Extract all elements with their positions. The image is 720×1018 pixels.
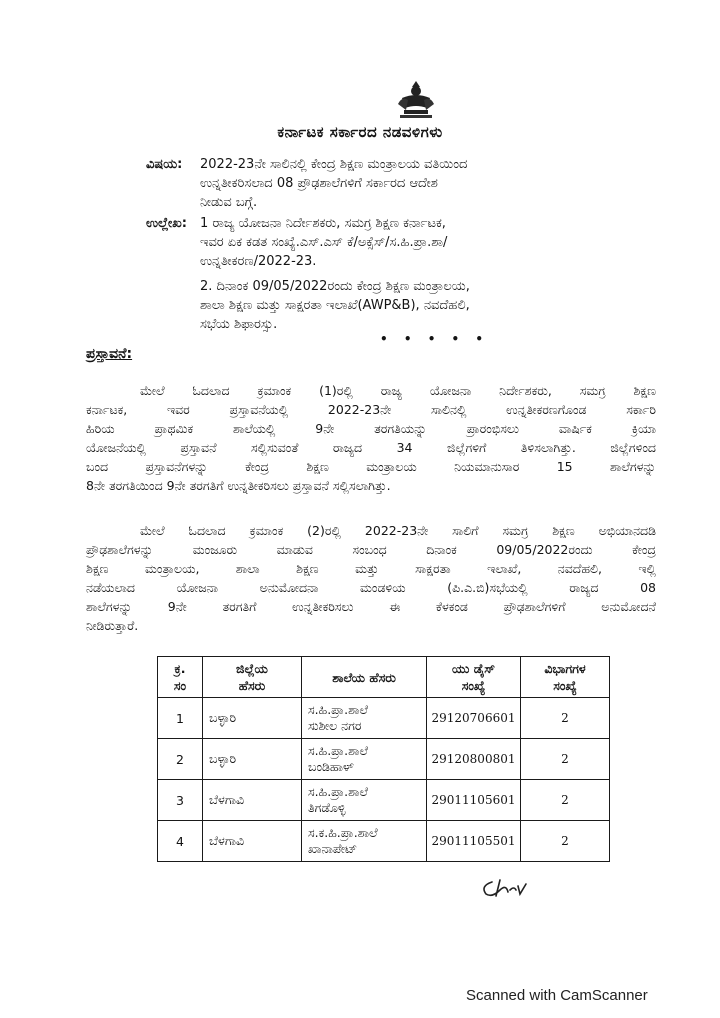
subject-row xyxy=(146,155,666,212)
cell-udise: 29011105501 xyxy=(427,821,521,862)
cell-school-name: ಸ.ಹಿ.ಪ್ರಾ.ಶಾಲೆ ತಿಗಡೊಳ್ಳಿ xyxy=(302,780,427,821)
reference-line: ಉನ್ನತೀಕರಣ/2022-23. xyxy=(200,254,317,269)
header-school-name: ಶಾಲೆಯ ಹೆಸರು xyxy=(302,657,427,698)
karnataka-emblem-icon xyxy=(392,78,440,120)
cell-sections: 2 xyxy=(521,739,610,780)
cell-sl-no: 1 xyxy=(158,698,203,739)
paragraph-line: ಪ್ರೌಢಶಾಲೆಗಳನ್ನು ಮಂಜೂರು ಮಾಡುವ ಸಂಬಂಧ ದಿನಾಂಕ 09/05/2022ರಂದು ಕೇಂದ್ರ xyxy=(86,542,656,557)
reference-row xyxy=(146,214,666,334)
reference-line: ಸಭೆಯ ಶಿಫಾರಸ್ಸು. xyxy=(200,317,278,332)
header-district: ಜಿಲ್ಲೆಯ ಹೆಸರು xyxy=(203,657,302,698)
reference-label: ಉಲ್ಲೇಖ: xyxy=(146,216,187,231)
reference-line: ಶಾಲಾ ಶಿಕ್ಷಣ ಮತ್ತು ಸಾಕ್ಷರತಾ ಇಲಾಖೆ(AWP&B), ನವದೆಹಲಿ, xyxy=(200,298,470,313)
paragraph-line: ಶಾಲೆಗಳನ್ನು 9ನೇ ತರಗತಿಗೆ ಉನ್ನತೀಕರಿಸಲು ಈ ಕೆಳಕಂಡ ಪ್ರೌಢಶಾಲೆಗಳಿಗೆ ಅನುಮೋದನೆ xyxy=(86,599,656,614)
subject-text xyxy=(200,155,666,212)
table-header-row xyxy=(158,657,610,698)
separator-dots: • • • • • xyxy=(380,332,490,346)
paragraph-line: ನೀಡಿರುತ್ತಾರೆ. xyxy=(86,618,139,633)
cell-sections: 2 xyxy=(521,698,610,739)
preamble-title: ಪ್ರಸ್ತಾವನೆ: xyxy=(86,346,133,362)
cell-udise: 29011105601 xyxy=(427,780,521,821)
header-udise: ಯು ಡೈಸ್ ಸಂಖ್ಯೆ xyxy=(427,657,521,698)
paragraph-2 xyxy=(86,521,656,635)
cell-school-name: ಸ.ಹಿ.ಪ್ರಾ.ಶಾಲೆ ಸುಶೀಲ ನಗರ xyxy=(302,698,427,739)
cell-sections: 2 xyxy=(521,821,610,862)
camscanner-watermark: Scanned with CamScanner xyxy=(466,987,648,1004)
paragraph-1 xyxy=(86,381,656,495)
paragraph-line: ಕರ್ನಾಟಕ, ಇವರ ಪ್ರಸ್ತಾವನೆಯಲ್ಲಿ 2022-23ನೇ ಸಾಲಿನಲ್ಲಿ ಉನ್ನತೀಕರಣಗೊಂಡ ಸರ್ಕಾರಿ xyxy=(86,402,656,417)
reference-text xyxy=(200,214,666,334)
header-sl-no: ಕ್ರ. ಸಂ xyxy=(158,657,203,698)
paragraph-line: ಮೇಲೆ ಓದಲಾದ ಕ್ರಮಾಂಕ (1)ರಲ್ಲಿ ರಾಜ್ಯ ಯೋಜನಾ ನಿರ್ದೇಶಕರು, ಸಮಗ್ರ ಶಿಕ್ಷಣ xyxy=(140,383,656,398)
reference-line: 2. ದಿನಾಂಕ 09/05/2022ರಂದು ಕೇಂದ್ರ ಶಿಕ್ಷಣ ಮಂತ್ರಾಲಯ, xyxy=(200,279,470,294)
subject-line: 2022-23ನೇ ಸಾಲಿನಲ್ಲಿ ಕೇಂದ್ರ ಶಿಕ್ಷಣ ಮಂತ್ರಾಲಯ ವತಿಯಿಂದ xyxy=(200,157,468,172)
subject-line: ನೀಡುವ ಬಗ್ಗೆ. xyxy=(200,195,258,210)
cell-sections: 2 xyxy=(521,780,610,821)
table-row xyxy=(158,739,610,780)
table-row xyxy=(158,698,610,739)
reference-line: ಇವರ ಏಕ ಕಡತ ಸಂಖ್ಯೆ.ಎಸ್.ಎಸ್ ಕೆ/ಅಕ್ಸೆಸ್/ಸ.ಹಿ.ಪ್ರಾ.ಶಾ/ xyxy=(200,235,448,250)
table-row xyxy=(158,780,610,821)
paragraph-line: ಹಿರಿಯ ಪ್ರಾಥಮಿಕ ಶಾಲೆಯಲ್ಲಿ 9ನೇ ತರಗತಿಯನ್ನು ಪ್ರಾರಂಭಿಸಲು ವಾರ್ಷಿಕ ಕ್ರಿಯಾ xyxy=(86,421,656,436)
paragraph-line: ಮೇಲೆ ಓದಲಾದ ಕ್ರಮಾಂಕ (2)ರಲ್ಲಿ 2022-23ನೇ ಸಾಲಿಗೆ ಸಮಗ್ರ ಶಿಕ್ಷಣ ಅಭಿಯಾನದಡಿ xyxy=(140,523,656,538)
paragraph-line: 8ನೇ ತರಗತಿಯಿಂದ 9ನೇ ತರಗತಿಗೆ ಉನ್ನತೀಕರಿಸಲು ಪ್ರಸ್ತಾವನೆ ಸಲ್ಲಿಸಲಾಗಿತ್ತು. xyxy=(86,478,391,493)
cell-district: ಬೆಳಗಾವಿ xyxy=(203,780,302,821)
paragraph-line: ನಡೆಯಲಾದ ಯೋಜನಾ ಅನುಮೋದನಾ ಮಂಡಳಿಯ (ಪಿ.ಎ.ಬಿ)ಸಭೆಯಲ್ಲಿ ರಾಜ್ಯದ 08 xyxy=(86,580,656,595)
cell-district: ಬೆಳಗಾವಿ xyxy=(203,821,302,862)
cell-sl-no: 4 xyxy=(158,821,203,862)
cell-udise: 29120800801 xyxy=(427,739,521,780)
signature-mark xyxy=(478,876,548,900)
paragraph-line: ಬಂದ ಪ್ರಸ್ತಾವನೆಗಳನ್ನು ಕೇಂದ್ರ ಶಿಕ್ಷಣ ಮಂತ್ರಾಲಯ ನಿಯಮಾನುಸಾರ 15 ಶಾಲೆಗಳನ್ನು xyxy=(86,459,656,474)
cell-district: ಬಳ್ಳಾರಿ xyxy=(203,698,302,739)
paragraph-line: ಶಿಕ್ಷಣ ಮಂತ್ರಾಲಯ, ಶಾಲಾ ಶಿಕ್ಷಣ ಮತ್ತು ಸಾಕ್ಷರತಾ ಇಲಾಖೆ, ನವದೆಹಲಿ, ಇಲ್ಲಿ xyxy=(86,561,656,576)
subject-line: ಉನ್ನತೀಕರಿಸಲಾದ 08 ಪ್ರೌಢಶಾಲೆಗಳಿಗೆ ಸರ್ಕಾರದ ಆದೇಶ xyxy=(200,176,438,191)
cell-udise: 29120706601 xyxy=(427,698,521,739)
document-heading: ಕರ್ನಾಟಕ ಸರ್ಕಾರದ ನಡವಳಿಗಳು xyxy=(277,123,443,141)
table-row xyxy=(158,821,610,862)
header-sections: ವಿಭಾಗಗಳ ಸಂಖ್ಯೆ xyxy=(521,657,610,698)
cell-school-name: ಸ.ಹಿ.ಪ್ರಾ.ಶಾಲೆ ಬಂಡಿಹಾಳ್ xyxy=(302,739,427,780)
cell-district: ಬಳ್ಳಾರಿ xyxy=(203,739,302,780)
subject-reference-block xyxy=(146,155,666,336)
schools-table xyxy=(157,656,610,862)
paragraph-line: ಯೋಜನೆಯಲ್ಲಿ ಪ್ರಸ್ತಾವನೆ ಸಲ್ಲಿಸುವಂತೆ ರಾಜ್ಯದ 34 ಜಿಲ್ಲೆಗಳಿಗೆ ತಿಳಿಸಲಾಗಿತ್ತು. ಜಿಲ್ಲೆಗಳಿಂದ xyxy=(86,440,656,455)
cell-sl-no: 2 xyxy=(158,739,203,780)
subject-label: ವಿಷಯ: xyxy=(146,157,183,172)
cell-school-name: ಸ.ಕ.ಹಿ.ಪ್ರಾ.ಶಾಲೆ ಖಾನಾಪೇಟ್ xyxy=(302,821,427,862)
cell-sl-no: 3 xyxy=(158,780,203,821)
reference-line: 1 ರಾಜ್ಯ ಯೋಜನಾ ನಿರ್ದೇಶಕರು, ಸಮಗ್ರ ಶಿಕ್ಷಣ ಕರ್ನಾಟಕ, xyxy=(200,216,446,231)
